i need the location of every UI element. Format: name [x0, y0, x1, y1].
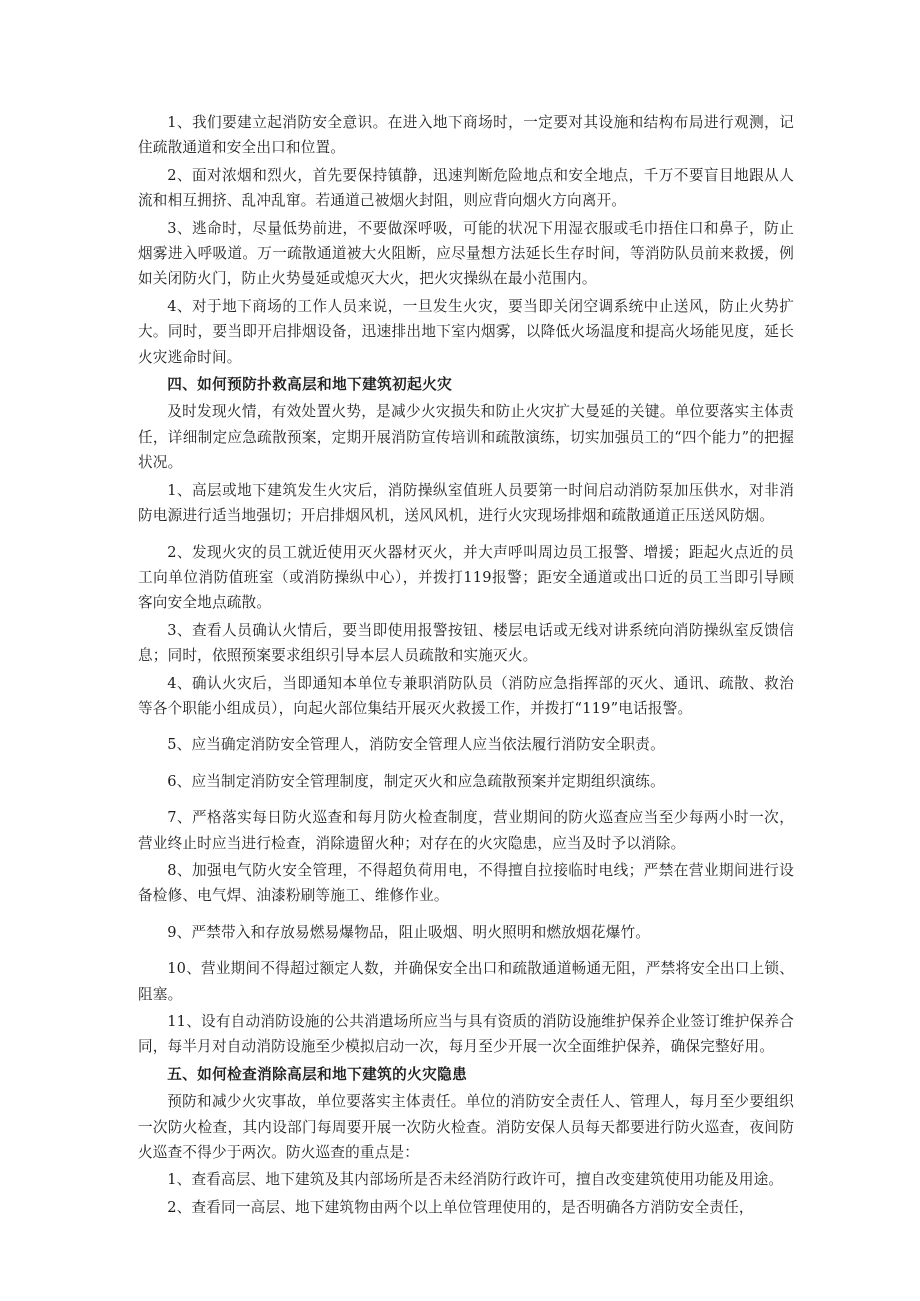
paragraph-4-2: 2、发现火灾的员工就近使用灭火器材灭火，并大声呼叫周边员工报警、增援；距起火点近的员工向单位消防值班室（或消防操纵中心），并拨打119报警；距安全通道或出口近的员工当即引导顾客向安全地点疏散。 — [138, 543, 794, 612]
document-body — [138, 110, 794, 1222]
paragraph-3-3: 3、逃命时，尽量低势前进，不要做深呼吸，可能的状况下用湿衣服或毛巾捂住口和鼻子，防止烟雾进入呼吸道。万一疏散通道被大火阻断，应尽量想方法延长生存时间，等消防队员前来救援，例如关闭防火门，防止火势曼延或熄灭大火，把火灾操纵在最小范围内。 — [138, 219, 794, 288]
paragraph-4-6: 6、应当制定消防安全管理制度，制定灭火和应急疏散预案并定期组织演练。 — [167, 772, 665, 790]
paragraph-3-2: 2、面对浓烟和烈火，首先要保持镇静，迅速判断危险地点和安全地点，千万不要盲目地跟从人流和相互拥挤、乱冲乱窜。若通道己被烟火封阻，则应背向烟火方向离开。 — [138, 166, 794, 210]
paragraph-5-1: 1、查看高层、地下建筑及其内部场所是否未经消防行政许可，擅自改变建筑使用功能及用途。 — [167, 1171, 784, 1189]
section-4-heading: 四、如何预防扑救高层和地下建筑初起火灾 — [167, 376, 453, 394]
section-5-heading: 五、如何检查消除高层和地下建筑的火灾隐患 — [167, 1065, 468, 1083]
paragraph-3-1: 1、我们要建立起消防安全意识。在进入地下商场时，一定要对其设施和结构布局进行观测，记住疏散通道和安全出口和位置。 — [138, 114, 794, 157]
paragraph-4-9: 9、严禁带入和存放易燃易爆物品，阻止吸烟、明火照明和燃放烟花爆竹。 — [167, 923, 651, 941]
paragraph-4-11: 11、设有自动消防设施的公共消遣场所应当与具有资质的消防设施维护保养企业签订维护保养合同，每半月对自动消防设施至少模拟启动一次，每月至少开展一次全面维护保养，确保完整好用。 — [138, 1013, 794, 1056]
paragraph-4-3: 3、查看人员确认火情后，要当即使用报警按钮、楼层电话或无线对讲系统向消防操纵室反馈信息；同时，依照预案要求组织引导本层人员疏散和实施灭火。 — [138, 621, 794, 665]
paragraph-3-4: 4、对于地下商场的工作人员来说，一旦发生火灾，要当即关闭空调系统中止送风，防止火势扩大。同时，要当即开启排烟设备，迅速排出地下室内烟雾，以降低火场温度和提高火场能见度，延长火灾逃命时间。 — [138, 297, 794, 366]
paragraph-4-4: 4、确认火灾后，当即通知本单位专兼职消防队员（消防应急指挥部的灭火、通讯、疏散、救治等各个职能小组成员），向起火部位集结开展灭火救援工作，并拨打“119”电话报警。 — [138, 674, 794, 717]
paragraph-4-10: 10、营业期间不得超过额定人数，并确保安全出口和疏散通道畅通无阻，严禁将安全出口上锁、阻塞。 — [138, 960, 794, 1003]
paragraph-4-7: 7、严格落实每日防火巡查和每月防火检查制度，营业期间的防火巡查应当至少每两小时一次，营业终止时应当进行检查，消除遗留火种；对存在的火灾隐患，应当及时予以消除。 — [138, 809, 794, 852]
section-5-intro: 预防和减少火灾事故，单位要落实主体责任。单位的消防安全责任人、管理人，每月至少要组织一次防火检查，其内设部门每周要开展一次防火检查。消防安保人员每天都要进行防火巡查，夜间防火巡查不得少于两次。防火巡查的重点是： — [138, 1093, 794, 1162]
section-4-intro: 及时发现火情，有效处置火势，是减少火灾损失和防止火灾扩大曼延的关键。单位要落实主体责任，详细制定应急疏散预案，定期开展消防宣传培训和疏散演练，切实加强员工的“四个能力”的把握状况。 — [138, 403, 794, 472]
paragraph-4-5: 5、应当确定消防安全管理人，消防安全管理人应当依法履行消防安全职责。 — [167, 736, 665, 754]
paragraph-5-2: 2、查看同一高层、地下建筑物由两个以上单位管理使用的，是否明确各方消防安全责任， — [167, 1198, 754, 1216]
paragraph-4-1: 1、高层或地下建筑发生火灾后，消防操纵室值班人员要第一时间启动消防泵加压供水，对非消防电源进行适当地强切；开启排烟风机，送风风机，进行火灾现场排烟和疏散通道正压送风防烟。 — [138, 481, 794, 525]
paragraph-4-8: 8、加强电气防火安全管理，不得超负荷用电，不得擅自拉接临时电线；严禁在营业期间进行设备检修、电气焊、油漆粉刷等施工、维修作业。 — [138, 861, 794, 905]
